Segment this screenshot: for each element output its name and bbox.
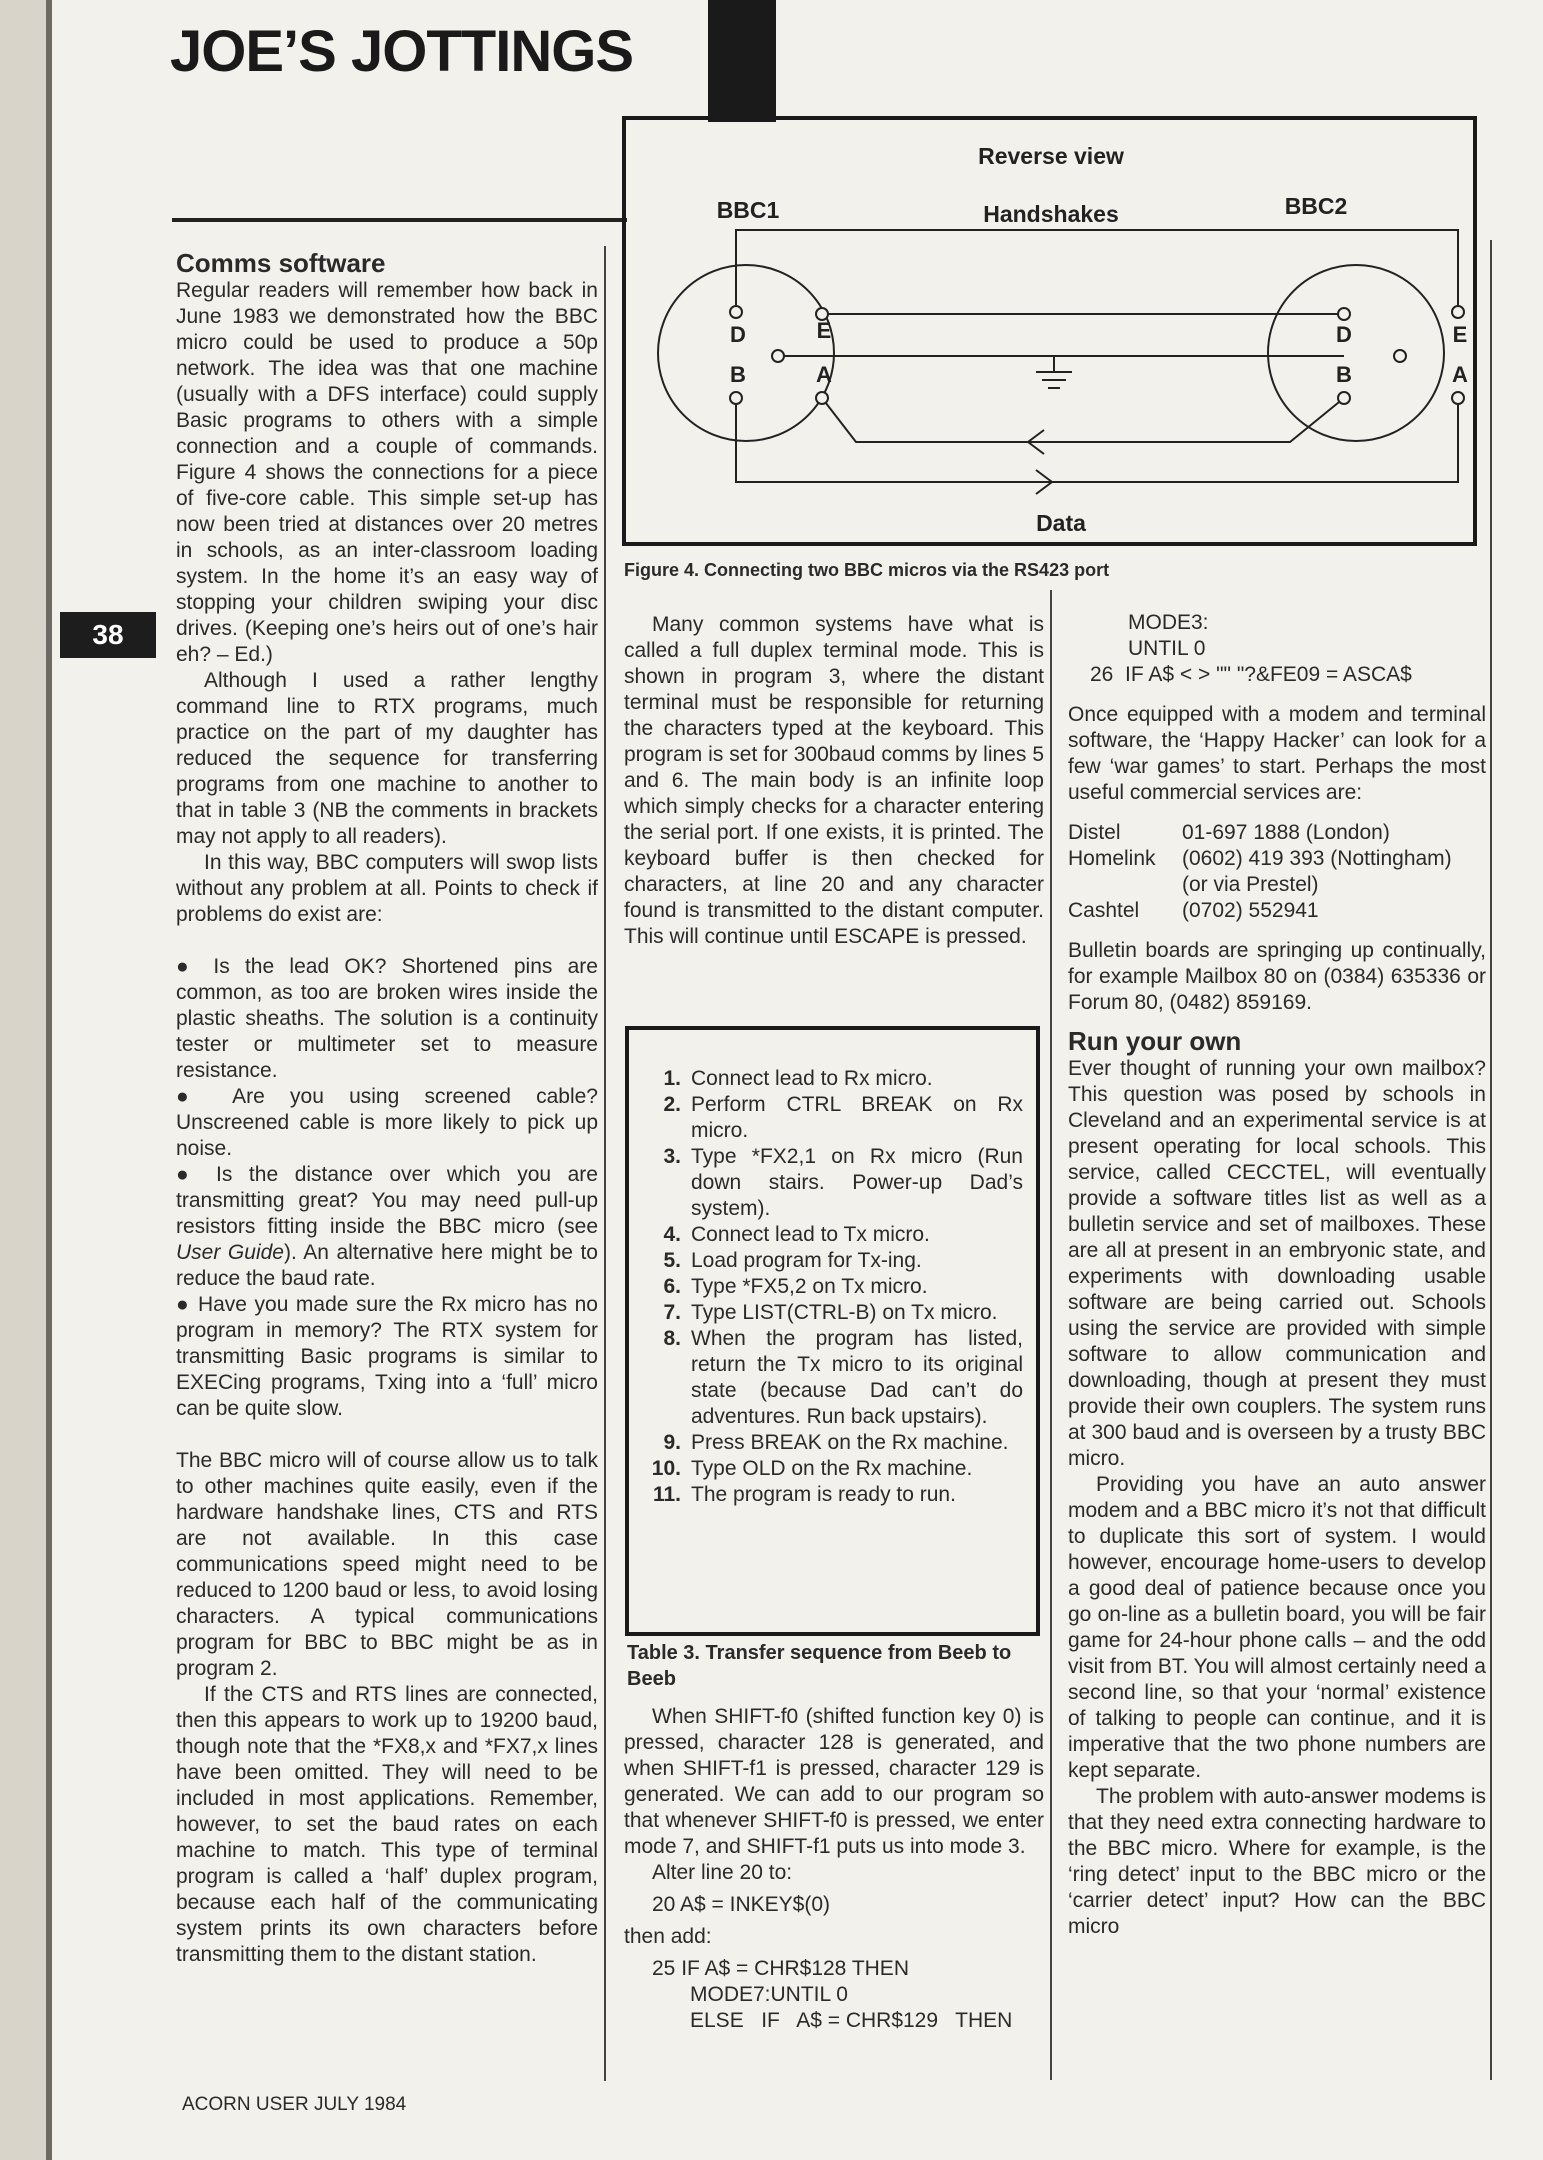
bbc2-din-socket xyxy=(1268,265,1444,441)
table-step xyxy=(643,1248,1023,1274)
pin-d-label: D xyxy=(1336,322,1352,347)
step-text: The program is ready to run. xyxy=(691,1483,956,1506)
table-step xyxy=(643,1456,1023,1482)
pin-d-label: D xyxy=(730,322,746,347)
transfer-steps-list xyxy=(643,1066,1023,1508)
service-name: Distel xyxy=(1068,821,1121,844)
step-text: Type *FX2,1 on Rx micro (Run down stairs. Power-up Dad’s system). xyxy=(691,1145,1023,1220)
bbc1-label: BBC1 xyxy=(716,197,780,223)
service-row xyxy=(1068,820,1452,846)
page-title: JOE’S JOTTINGS xyxy=(170,19,633,84)
table-step xyxy=(643,1066,1023,1092)
paragraph: then add: xyxy=(624,1925,712,1948)
bullet-item: ● Is the lead OK? Shortened pins are common, as too are broken wires inside the plastic sheaths. The solution is a continuity tester or multimeter set to measure resistance. xyxy=(176,955,598,1082)
code-line: 20 A$ = INKEY$(0) xyxy=(652,1893,831,1916)
bullet-icon: ● xyxy=(176,1163,217,1186)
step-text: When the program has listed, return the Tx micro to its original state (because Dad can’t do adventures. Run back upstairs). xyxy=(691,1327,1023,1428)
pin-b-label: B xyxy=(730,362,746,387)
paragraph: Providing you have an auto answer modem and a BBC micro it’s not that difficult to duplicate this sort of system. I would however, encourage home-users to develop a good deal of patience because once you go on-line as a bulletin board, you will be fair game for 24-hour phone calls – and the odd visit from BT. You will almost certainly need a second line, so that your ‘normal’ existence of talking to people can continue, and it is imperative that the two phone numbers are kept separate. xyxy=(1068,1473,1486,1782)
services-list xyxy=(1068,820,1452,924)
step-number: 1. xyxy=(663,1067,681,1090)
service-name: Cashtel xyxy=(1068,899,1140,922)
code-line: ELSE IF A$ = CHR$129 THEN xyxy=(690,2009,1013,2032)
service-number: (0702) 552941 xyxy=(1182,899,1319,922)
bullet-icon: ● xyxy=(176,1085,233,1108)
column-3 xyxy=(1068,610,1486,1940)
paragraph: Although I used a rather lengthy command line to RTX programs, much practice on the part of my daughter has reduced the sequence for transferring programs from one machine to another to that in table 3 (NB the comments in brackets may not apply to all readers). xyxy=(176,669,598,848)
table-step xyxy=(643,1222,1023,1248)
code-line: MODE7:UNTIL 0 xyxy=(690,1983,848,2006)
code-line: UNTIL 0 xyxy=(1128,637,1206,660)
bullet-item: ● Is the distance over which you are transmitting great? You may need pull-up resistors fitting inside the BBC micro (see User Guide). An alternative here might be to reduce the baud rate. xyxy=(176,1163,598,1290)
step-number: 9. xyxy=(663,1431,681,1454)
handshake-wire xyxy=(736,230,1458,312)
column-2-bottom xyxy=(624,1704,1044,2034)
paragraph: If the CTS and RTS lines are connected, then this appears to work up to 19200 baud, though note that the *FX8,x and *FX7,x lines have been omitted. They will need to be included in most applications. Remember, however, to set the baud rates on each machine to match. This type of terminal program is called a ‘half’ duplex program, because each half of the communicating system prints its own characters before transmitting them to the distant station. xyxy=(176,1683,598,1966)
step-number: 6. xyxy=(663,1275,681,1298)
table-step xyxy=(643,1300,1023,1326)
paragraph: The problem with auto-answer modems is that they need extra connecting hardware to the BBC micro. Where for example, is the ‘ring detect’ input to the BBC micro or the ‘carrier detect’ input? How can the BBC micro xyxy=(1068,1785,1486,1938)
column-divider xyxy=(1490,240,1492,2080)
bullet-item: ● Are you using screened cable? Unscreened cable is more likely to pick up noise. xyxy=(176,1085,598,1160)
page-spine-edge xyxy=(46,0,52,2160)
page-spine xyxy=(0,0,50,2160)
pin-e-label: E xyxy=(1452,322,1468,347)
paragraph: Regular readers will remember how back in June 1983 we demonstrated how the BBC micro could be used to produce a 50p network. The idea was that one machine (usually with a DFS interface) could supply Basic programs to others with a simple connection and a couple of commands. Figure 4 shows the connections for a piece of five-core cable. This simple set-up has now been tried at distances over 20 metres in schools, as an inter-classroom loading system. In the home it’s an easy way of stopping your children swiping your disc drives. (Keeping one’s heirs out of one’s hair eh? – Ed.) xyxy=(176,279,598,666)
table-step xyxy=(643,1274,1023,1300)
step-text: Load program for Tx-ing. xyxy=(691,1249,922,1272)
data-wire-reverse xyxy=(822,398,1344,442)
service-row xyxy=(1068,872,1452,898)
step-number: 4. xyxy=(663,1223,681,1246)
table-caption: Table 3. Transfer sequence from Beeb to Beeb xyxy=(627,1642,1012,1690)
step-number: 8. xyxy=(663,1327,681,1350)
step-text: Type *FX5,2 on Tx micro. xyxy=(691,1275,928,1298)
table-step xyxy=(643,1482,1023,1508)
step-text: Connect lead to Rx micro. xyxy=(691,1067,933,1090)
bullet-icon: ● xyxy=(176,955,214,978)
bbc1-din-socket xyxy=(658,265,834,441)
paragraph: When SHIFT-f0 (shifted function key 0) is pressed, character 128 is generated, and when SHIFT-f1 is pressed, character 129 is generated. We can add to our program so that whenever SHIFT-f0 is pressed, we enter mode 7, and SHIFT-f1 puts us into mode 3. xyxy=(624,1705,1044,1858)
service-name xyxy=(1068,872,1182,898)
rs423-wiring-diagram xyxy=(626,120,1473,542)
service-name: Homelink xyxy=(1068,847,1156,870)
step-number: 10. xyxy=(651,1457,681,1480)
step-number: 11. xyxy=(652,1483,681,1506)
data-label: Data xyxy=(1036,510,1086,536)
bullet-item: ● Have you made sure the Rx micro has no program in memory? The RTX system for transmitting Basic programs is similar to EXECing programs, Txing into a ‘full’ micro can be quite slow. xyxy=(176,1293,598,1420)
table-step xyxy=(643,1326,1023,1430)
column-1 xyxy=(176,248,598,1968)
table-step xyxy=(643,1430,1023,1456)
figure-4 xyxy=(622,116,1477,546)
table-step xyxy=(643,1144,1023,1222)
table-step xyxy=(643,1092,1023,1144)
paragraph: The BBC micro will of course allow us to talk to other machines quite easily, even if the hardware handshake lines, CTS and RTS are not available. In this case communications speed might need to be reduced to 1200 baud or less, to avoid losing characters. A typical communications program for BBC to BBC might be as in program 2. xyxy=(176,1449,598,1680)
bullet-icon: ● xyxy=(176,1293,198,1316)
step-text: Connect lead to Tx micro. xyxy=(691,1223,930,1246)
paragraph: Bulletin boards are springing up continually, for example Mailbox 80 on (0384) 635336 or Forum 80, (0482) 859169. xyxy=(1068,939,1486,1014)
step-number: 2. xyxy=(663,1093,681,1116)
code-line: 25 IF A$ = CHR$128 THEN xyxy=(652,1957,909,1980)
column-divider xyxy=(1050,590,1052,2080)
paragraph: In this way, BBC computers will swop lists without any problem at all. Points to check if problems do exist are: xyxy=(176,851,598,926)
header-bar xyxy=(708,0,776,122)
step-text: Type LIST(CTRL-B) on Tx micro. xyxy=(691,1301,998,1324)
step-number: 7. xyxy=(663,1301,681,1324)
pin-e-label: E xyxy=(816,318,832,343)
service-number: 01-697 1888 (London) xyxy=(1182,821,1390,844)
paragraph: Ever thought of running your own mailbox? This question was posed by schools in Cleveland and an experimental service is at present operating for local schools. This service, called CECCTEL, will eventually provide a software titles list as well as a bulletin service and set of mailboxes. These are all at present in an embryonic state, and experiments with downloading usable software are being carried out. Schools using the service are provided with simple software to allow communication and downloading, though at present they must provide their own couplers. The system runs at 300 baud and is overseen by a trusty BBC micro. xyxy=(1068,1057,1486,1470)
step-text: Type OLD on the Rx machine. xyxy=(691,1457,973,1480)
pin-b-label: B xyxy=(1336,362,1352,387)
table-3 xyxy=(625,1026,1040,1636)
heading-comms-software: Comms software xyxy=(176,248,386,278)
step-text: Press BREAK on the Rx machine. xyxy=(691,1431,1009,1454)
bbc2-label: BBC2 xyxy=(1284,193,1348,219)
column-2-top xyxy=(624,612,1044,950)
figure-title: Reverse view xyxy=(978,143,1124,169)
paragraph: Many common systems have what is called a full duplex terminal mode. This is shown in program 3, where the distant terminal must be responsible for returning the characters typed at the keyboard. This program is set for 300baud comms by lines 5 and 6. The main body is an infinite loop which simply checks for a character entering the serial port. If one exists, it is printed. The keyboard buffer is then checked for characters, at line 20 and any character found is transmitted to the distant computer. This will continue until ESCAPE is pressed. xyxy=(624,613,1044,948)
service-number: (0602) 419 393 (Nottingham) xyxy=(1182,847,1452,870)
code-line: 26 IF A$ < > "" "?&FE09 = ASCA$ xyxy=(1090,663,1412,686)
page-number: 38 xyxy=(60,612,156,658)
pin-a-label: A xyxy=(816,362,832,387)
page-footer: ACORN USER JULY 1984 xyxy=(182,2094,407,2115)
heading-run-your-own: Run your own xyxy=(1068,1026,1242,1056)
service-number: (or via Prestel) xyxy=(1182,873,1319,896)
paragraph: Once equipped with a modem and terminal software, the ‘Happy Hacker’ can look for a few ‘war games’ to start. Perhaps the most useful commercial services are: xyxy=(1068,703,1486,804)
paragraph: Alter line 20 to: xyxy=(652,1861,793,1884)
section-rule xyxy=(172,218,627,222)
step-number: 3. xyxy=(663,1145,681,1168)
service-row xyxy=(1068,846,1452,872)
handshakes-label: Handshakes xyxy=(983,201,1119,227)
service-row xyxy=(1068,898,1452,924)
code-line: MODE3: xyxy=(1128,611,1209,634)
step-number: 5. xyxy=(663,1249,681,1272)
column-divider xyxy=(604,246,606,2081)
pin-a-label: A xyxy=(1452,362,1468,387)
step-text: Perform CTRL BREAK on Rx micro. xyxy=(691,1093,1023,1142)
figure-caption: Figure 4. Connecting two BBC micros via the RS423 port xyxy=(624,560,1110,580)
